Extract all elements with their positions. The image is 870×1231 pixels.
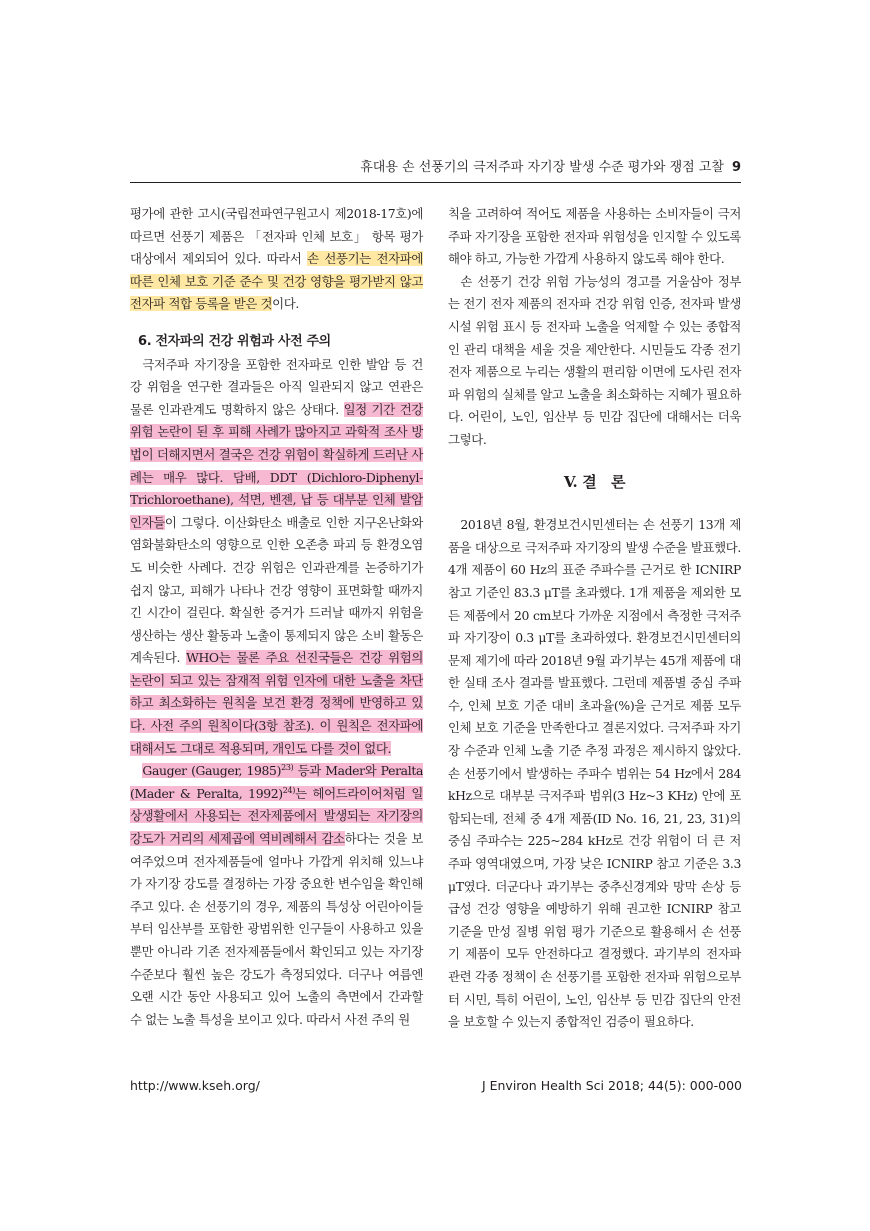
text: Gauger (Gauger, 1985) <box>142 763 282 779</box>
paragraph: 손 선풍기 건강 위험 가능성의 경고를 거울삼아 정부는 전기 전자 제품의 전자파 건강 위험 인증, 전자파 발생 시설 위험 표시 등 전자파 노출을 억제할 수 있는 종합적인 관리 대책을 세울 것을 제안한다. 시민들도 각종 전기 전자 제품으로 누리는 생활의 편리함 이면에 도사린 전자파 위험의 실체를 알고 노출을 최소화하는 지혜가 필요하다. 어린이, 노인, 임산부 등 민감 집단에 대해서는 더욱 그렇다. <box>448 273 741 447</box>
text: 하다는 것을 보여주었으며 전자제품들에 얼마나 가깝게 위치해 있느냐가 자기장 강도를 결정하는 가장 중요한 변수임을 확인해 주고 있다. 손 선풍기의 경우, 제품의 특성상 어린아이들부터 임산부를 포함한 광범위한 인구들이 사용하고 있을 뿐만 아니라 기존 전자제품들에서 확인되고 있는 자기장 수준보다 훨씬 높은 강도가 측정되었다. 더구나 여름엔 오랜 시간 동안 사용되고 있어 노출의 측면에서 간과할 수 없는 노출 특성을 보이고 있다. 따라서 사전 주의 원 <box>130 831 423 1027</box>
paragraph <box>130 760 423 1031</box>
text: 이 그렇다. 이산화탄소 배출로 인한 지구온난화와 염화불화탄소의 영향으로 인한 오존층 파괴 등 환경오염도 비슷한 사례다. 건강 위험은 인과관계를 논증하기가 쉽지 않고, 피해가 나타나 건강 영향이 표면화할 때까지 긴 시간이 걸린다. 확실한 증거가 드러날 때까지 위험을 생산하는 생산 활동과 노출이 통제되지 않은 소비 활동은 계속된다. <box>130 514 423 666</box>
page-number: 9 <box>731 160 741 175</box>
citation: 23) <box>281 763 294 773</box>
highlight-pink: 일정 기간 건강 위험 논란이 된 후 피해 사례가 많아지고 과학적 조사 방법이 더해지면서 결국은 건강 위험이 확실하게 드러난 사례는 매우 많다. 담배, DDT (Dichloro-Diphenyl-Trichloroethane), 석면, 벤젠, 납 등 대부분 인체 발암 인자들 <box>130 401 423 530</box>
paragraph <box>130 203 423 316</box>
paragraph: 칙을 고려하여 적어도 제품을 사용하는 소비자들이 극저주파 자기장을 포함한 전자파 위험성을 인지할 수 있도록 해야 하고, 가능한 가깝게 사용하지 않도록 해야 한다. <box>448 206 741 267</box>
citation: 24) <box>282 785 296 795</box>
section-heading: V. 결 론 <box>563 472 626 491</box>
paragraph: 2018년 8월, 환경보건시민센터는 손 선풍기 13개 제품을 대상으로 극저주파 자기장의 발생 수준을 발표했다. 4개 제품이 60 Hz의 표준 주파수를 근거로 한 ICNIRP 참고 기준인 83.3 μT를 초과했다. 1개 제품을 제외한 모든 제품에서 20 cm보다 가까운 지점에서 측정한 극저주파 자기장이 0.3 μT를 초과하였다. 환경보건시민센터의 문제 제기에 따라 2018년 9월 과기부는 45개 제품에 대한 실태 조사 결과를 발표했다. 그런데 제품별 중심 주파수, 인체 보호 기준 대비 초과율(%)을 근거로 제품 모두 인체 보호 기준을 만족한다고 결론지었다. 극저주파 자기장 수준과 인체 노출 기준 추정 과정은 제시하지 않았다. 손 선풍기에서 발생하는 주파수 범위는 54 Hz에서 284 kHz으로 대부분 극저주파 범위(3 Hz~3 KHz) 안에 포함되는데, 전체 중 4개 제품(ID No. 16, 21, 23, 31)의 중심 주파수는 225~284 kHz로 건강 위험이 더 큰 저주파 영역대였으며, 가장 낮은 ICNIRP 참고 기준은 3.3 μT였다. 더군다나 과기부는 중추신경계와 망막 손상 등 급성 건강 영향을 예방하기 위해 권고한 ICNIRP 참고 기준을 만성 질병 위험 평가 기준으로 활용해서 손 선풍기 제품이 모두 안전하다고 결정했다. 과기부의 전자파 관련 각종 정책이 손 선풍기를 포함한 전자파 위험으로부터 시민, 특히 어린이, 노인, 임산부 등 민감 집단의 안전을 보호할 수 있는지 종합적인 검증이 필요하다. <box>448 517 741 1030</box>
text: 평가에 관한 고시(국립전파연구원고시 제2018-17호)에 따르면 선풍기 제품은 「전자파 인체 보호」 항목 평가 대상에서 제외되어 있다. 따라서 <box>130 206 423 267</box>
highlight-yellow: 손 선풍기는 전자파에 따른 인체 보호 기준 준수 및 건강 영향을 평가받지 않고 전자파 적합 등록을 받은 것 <box>130 251 423 312</box>
text: 등과 Mader와 Peralta (Mader & Peralta, 1992) <box>130 763 423 801</box>
footer-url: http://www.kseh.org/ <box>130 1078 260 1093</box>
highlight-pink: WHO는 물론 주요 선진국들은 건강 위험의 논란이 되고 있는 잠재적 위험 인자에 대한 노출을 차단하고 최소화하는 원칙을 보건 환경 정책에 반영하고 있다. 사전 주의 원칙이다(3항 참조). 이 원칙은 전자파에 대해서도 그대로 적용되며, 개인도 다를 것이 없다. <box>130 650 424 756</box>
section-heading: 6. 전자파의 건강 위험과 사전 주의 <box>138 333 331 349</box>
text: 는 헤어드라이어처럼 일상생활에서 사용되는 전자제품에서 발생되는 자기장의 강도가 거리의 세제곱에 역비례해서 감소 <box>130 785 423 847</box>
right-column <box>448 203 741 1034</box>
paragraph <box>130 354 423 761</box>
header-title: 휴대용 손 선풍기의 극저주파 자기장 발생 수준 평가와 쟁점 고찰 <box>360 160 724 175</box>
footer-journal: J Environ Health Sci 2018; 44(5): 000-000 <box>481 1078 742 1093</box>
running-header <box>130 158 741 183</box>
text: 극저주파 자기장을 포함한 전자파로 인한 발암 등 건강 위험을 연구한 결과들은 아직 일관되지 않고 연관은 물론 인과관계도 명확하지 않은 상태다. <box>130 356 423 417</box>
text: 이다. <box>272 296 299 312</box>
left-column <box>130 203 423 1031</box>
